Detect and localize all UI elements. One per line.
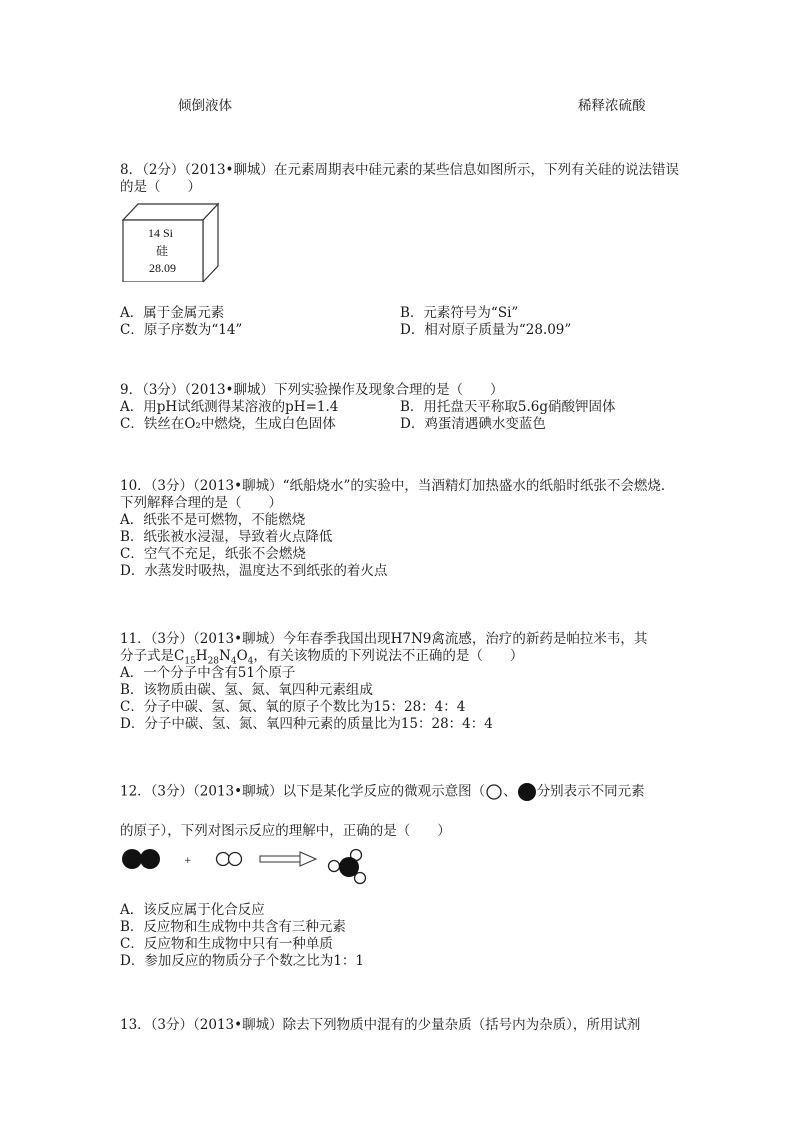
- white-diatomic-molecule: [217, 853, 242, 866]
- q11-option-b: B．该物质由碳、氢、氮、氧四种元素组成: [120, 682, 373, 698]
- q11-stem-line1: 11．（3分）（2013•聊城）今年春季我国出现H7N9禽流感，治疗的新药是帕拉米韦，其: [120, 631, 648, 647]
- reaction-arrow-icon: [260, 852, 316, 866]
- q10-stem: 10．（3分）（2013•聊城）“纸船烧水”的实验中，当酒精灯加热盛水的纸船时纸张不会燃烧．下列解释合理的是（ ）: [120, 478, 675, 511]
- q12-stem-pre: 12．（3分）（2013•聊城）以下是某化学反应的微观示意图（: [120, 783, 486, 800]
- q9-option-a: A．用pH试纸测得某溶液的pH=1.4: [120, 399, 339, 415]
- q8-option-c: C．原子序数为“14”: [120, 322, 243, 338]
- q13-stem: 13．（3分）（2013•聊城）除去下列物质中混有的少量杂质（括号内为杂质），所用试剂: [120, 1017, 641, 1033]
- element-box-figure: [120, 200, 220, 282]
- molecular-formula: $C_{15}H_{28}N_4O_4$: [174, 648, 254, 667]
- element-number-symbol: 14 Si: [148, 226, 174, 240]
- q10-option-a: A．纸张不是可燃物，不能燃烧: [120, 512, 306, 528]
- black-diatomic-molecule: [122, 849, 160, 869]
- q9-option-c: C．铁丝在O₂中燃烧，生成白色固体: [120, 416, 336, 432]
- q8-stem: 8．（2分）（2013•聊城）在元素周期表中硅元素的某些信息如图所示，下列有关硅的说法错误的是（ ）: [120, 162, 679, 195]
- reaction-diagram-figure: [120, 846, 380, 888]
- element-card-silicon: [120, 200, 220, 287]
- q9-block: [120, 382, 680, 433]
- black-atom-icon: [517, 782, 537, 802]
- q10-option-b: B．纸张被水浸湿，导致着火点降低: [120, 529, 333, 545]
- q12-option-d: D．参加反应的物质分子个数之比为1：1: [120, 953, 365, 969]
- q12-option-a: A．该反应属于化合反应: [120, 902, 265, 918]
- q12-stem-line2: 的原子），下列对图示反应的理解中，正确的是（ ）: [120, 823, 451, 839]
- q12-stem-post: 分别表示不同元素: [536, 783, 645, 800]
- q9-option-d: D．鸡蛋清遇碘水变蓝色: [400, 416, 546, 432]
- q9-stem: 9．（3分）（2013•聊城）下列实验操作及现象合理的是（ ）: [120, 382, 504, 398]
- q11-option-d: D．分子中碳、氢、氮、氧四种元素的质量比为15：28：4：4: [120, 716, 493, 732]
- q12-option-c: C．反应物和生成物中只有一种单质: [120, 936, 333, 952]
- q11-stem-pre: 分子式是: [120, 648, 174, 664]
- q12-stem-sep: 、: [503, 783, 517, 800]
- element-mass: 28.09: [149, 261, 176, 275]
- element-name: 硅: [156, 244, 169, 258]
- q8-option-d: D．相对原子质量为“28.09”: [400, 322, 572, 338]
- q11-option-c: C．分子中碳、氢、氮、氧的原子个数比为15：28：4：4: [120, 699, 466, 715]
- q8-options: [120, 305, 680, 339]
- q10-block: [120, 478, 680, 580]
- q11-stem-post: ，有关该物质的下列说法不正确的是（ ）: [253, 648, 524, 664]
- q11-option-a: A．一个分子中含有51个原子: [120, 665, 296, 681]
- plus-sign: +: [184, 856, 192, 866]
- q11-block: [120, 631, 680, 733]
- q8-option-a: A．属于金属元素: [120, 305, 225, 321]
- q10-option-d: D．水蒸发时吸热，温度达不到纸张的着火点: [120, 563, 388, 579]
- reaction-diagram: [120, 846, 380, 893]
- q9-option-b: B．用托盘天平称取5.6g硝酸钾固体: [400, 399, 616, 415]
- caption-pour-liquid: 倾倒液体: [178, 98, 232, 114]
- product-molecule: [329, 850, 366, 884]
- q12-options: [120, 902, 680, 970]
- q11-stem-line2: [120, 648, 680, 665]
- q8-option-b: B．元素符号为“Si”: [400, 305, 519, 321]
- white-atom-icon: [485, 783, 503, 801]
- q12-option-b: B．反应物和生成物中共含有三种元素: [120, 919, 346, 935]
- q12-stem-line1: [120, 782, 690, 802]
- q10-option-c: C．空气不充足，纸张不会燃烧: [120, 546, 306, 562]
- caption-dilute-acid: 稀释浓硫酸: [578, 98, 646, 114]
